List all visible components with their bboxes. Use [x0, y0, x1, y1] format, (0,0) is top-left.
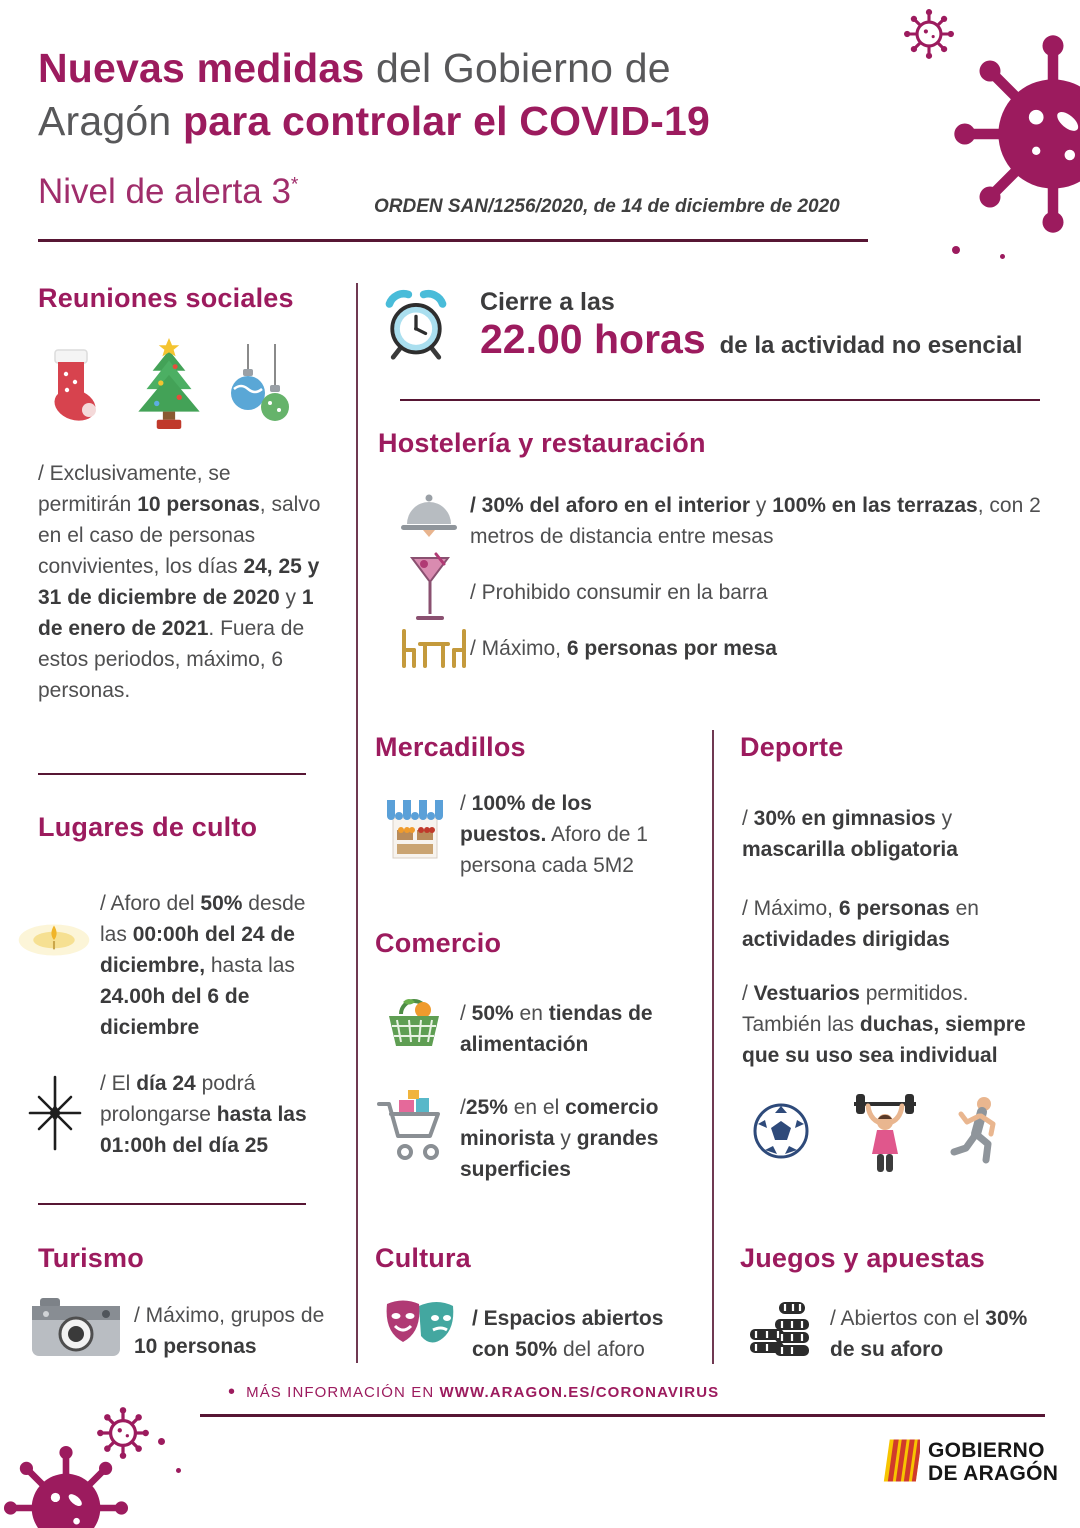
virus-dot: [158, 1438, 165, 1445]
alert-level-text: Nivel de alerta 3: [38, 172, 291, 211]
cocktail-icon: [408, 552, 452, 626]
comercio-item-1-text: / 50% en tiendas de alimentación: [460, 1002, 653, 1056]
hosteleria-item-2-text: / Prohibido consumir en la barra: [470, 581, 768, 604]
logo-line-2: DE ARAGÓN: [928, 1462, 1059, 1485]
section-title-turismo: Turismo: [38, 1243, 144, 1273]
order-reference: ORDEN SAN/1256/2020, de 14 de diciembre de 2020: [374, 196, 840, 217]
column-divider-left: [356, 283, 358, 1363]
logo-line-1: GOBIERNO: [928, 1439, 1045, 1462]
section-title-mercadillos: Mercadillos: [375, 732, 526, 762]
closing-line-2: [480, 316, 1040, 363]
table-and-chairs-icon: [398, 626, 470, 672]
page-title: [38, 42, 888, 148]
closing-line-1: Cierre a las: [480, 288, 615, 316]
section-title-deporte: Deporte: [740, 732, 844, 762]
title-line-2: Aragón para controlar el COVID-19: [38, 98, 710, 144]
more-info-prefix: MÁS INFORMACIÓN EN: [246, 1384, 440, 1401]
closing-time: 22.00 horas: [480, 316, 706, 362]
theater-masks-icon: [383, 1298, 459, 1362]
alert-level: [38, 172, 298, 212]
section-title-culto: Lugares de culto: [38, 812, 258, 842]
culto-item-1-text: / Aforo del 50% desde las 00:00h del 24 de diciembre, hasta las 24.00h del 6 de diciembre: [100, 892, 306, 1039]
christmas-baubles-icon: [228, 344, 294, 430]
deporte-item-1-text: / 30% en gimnasios y mascarilla obligatoria: [742, 807, 958, 861]
deporte-item-2-text: / Máximo, 6 personas en actividades dirigidas: [742, 897, 979, 951]
market-stall-icon: [383, 796, 447, 862]
alert-asterisk: *: [290, 174, 299, 196]
star-of-bethlehem-icon: [24, 1074, 86, 1152]
footer-divider: [200, 1414, 1045, 1417]
weightlifting-icon: [848, 1092, 922, 1174]
more-info-url: WWW.ARAGON.ES/CORONAVIRUS: [439, 1384, 720, 1401]
juegos-text: / Abiertos con el 30% de su aforo: [830, 1307, 1028, 1361]
turismo-text: / Máximo, grupos de 10 personas: [134, 1304, 325, 1358]
column-divider-right: [712, 730, 714, 1364]
section-title-juegos: Juegos y apuestas: [740, 1243, 986, 1273]
cultura-text: / Espacios abiertos con 50% del aforo: [472, 1307, 664, 1361]
mercadillos-text: / 100% de los puestos. Aforo de 1 persona cada 5M2: [460, 792, 648, 877]
deporte-item-3-text: / Vestuarios permitidos. También las duchas, siempre que su uso sea individual: [742, 982, 1026, 1067]
virus-solid-icon: [948, 28, 1080, 240]
bullet-icon: •: [228, 1381, 237, 1403]
poker-chips-icon: [748, 1298, 812, 1358]
soccer-ball-icon: [752, 1102, 810, 1160]
virus-dot: [176, 1468, 181, 1473]
christmas-stocking-icon: [42, 348, 100, 426]
section-title-comercio: Comercio: [375, 928, 502, 958]
left-divider-1: [38, 773, 306, 775]
section-title-hosteleria: Hostelería y restauración: [378, 428, 706, 458]
alarm-clock-icon: [378, 284, 454, 362]
comercio-item-2-text: /25% en el comercio minorista y grandes superficies: [460, 1096, 659, 1181]
culto-item-2-text: / El día 24 podrá prolongarse hasta las 01:00h del día 25: [100, 1072, 307, 1157]
more-info: [228, 1381, 719, 1404]
virus-dot: [1000, 254, 1005, 259]
title-line-1: Nuevas medidas del Gobierno de: [38, 45, 671, 91]
closing-tail: de la actividad no esencial: [719, 332, 1023, 359]
grocery-basket-icon: [383, 992, 445, 1052]
christmas-tree-icon: [126, 336, 212, 430]
shopping-cart-icon: [375, 1088, 453, 1168]
hosteleria-item-1-text: / 30% del aforo en el interior y 100% en las terrazas, con 2 metros de distancia entre mesas: [470, 494, 1041, 548]
closing-divider: [400, 399, 1040, 401]
candle-glow-icon: [16, 912, 92, 968]
hosteleria-item-3-text: / Máximo, 6 personas por mesa: [470, 637, 777, 660]
virus-solid-icon: [0, 1442, 132, 1528]
virus-dot: [952, 246, 960, 254]
more-info-text: [246, 1384, 719, 1401]
left-divider-2: [38, 1203, 306, 1205]
government-logo: [928, 1439, 1058, 1485]
section-title-cultura: Cultura: [375, 1243, 471, 1273]
running-person-icon: [948, 1094, 1004, 1174]
camera-icon: [30, 1296, 122, 1360]
section-title-reuniones: Reuniones sociales: [38, 283, 294, 313]
aragon-flag-icon: [882, 1437, 920, 1484]
serving-dish-icon: [400, 490, 458, 538]
header-divider: [38, 239, 868, 242]
reuniones-text: / Exclusivamente, se permitirán 10 personas, salvo en el caso de personas convivientes, los días 24, 25 y 31 de diciembre de 2020 y 1 de enero de 2021. Fuera de estos periodos, máximo, 6 personas.: [38, 462, 321, 702]
